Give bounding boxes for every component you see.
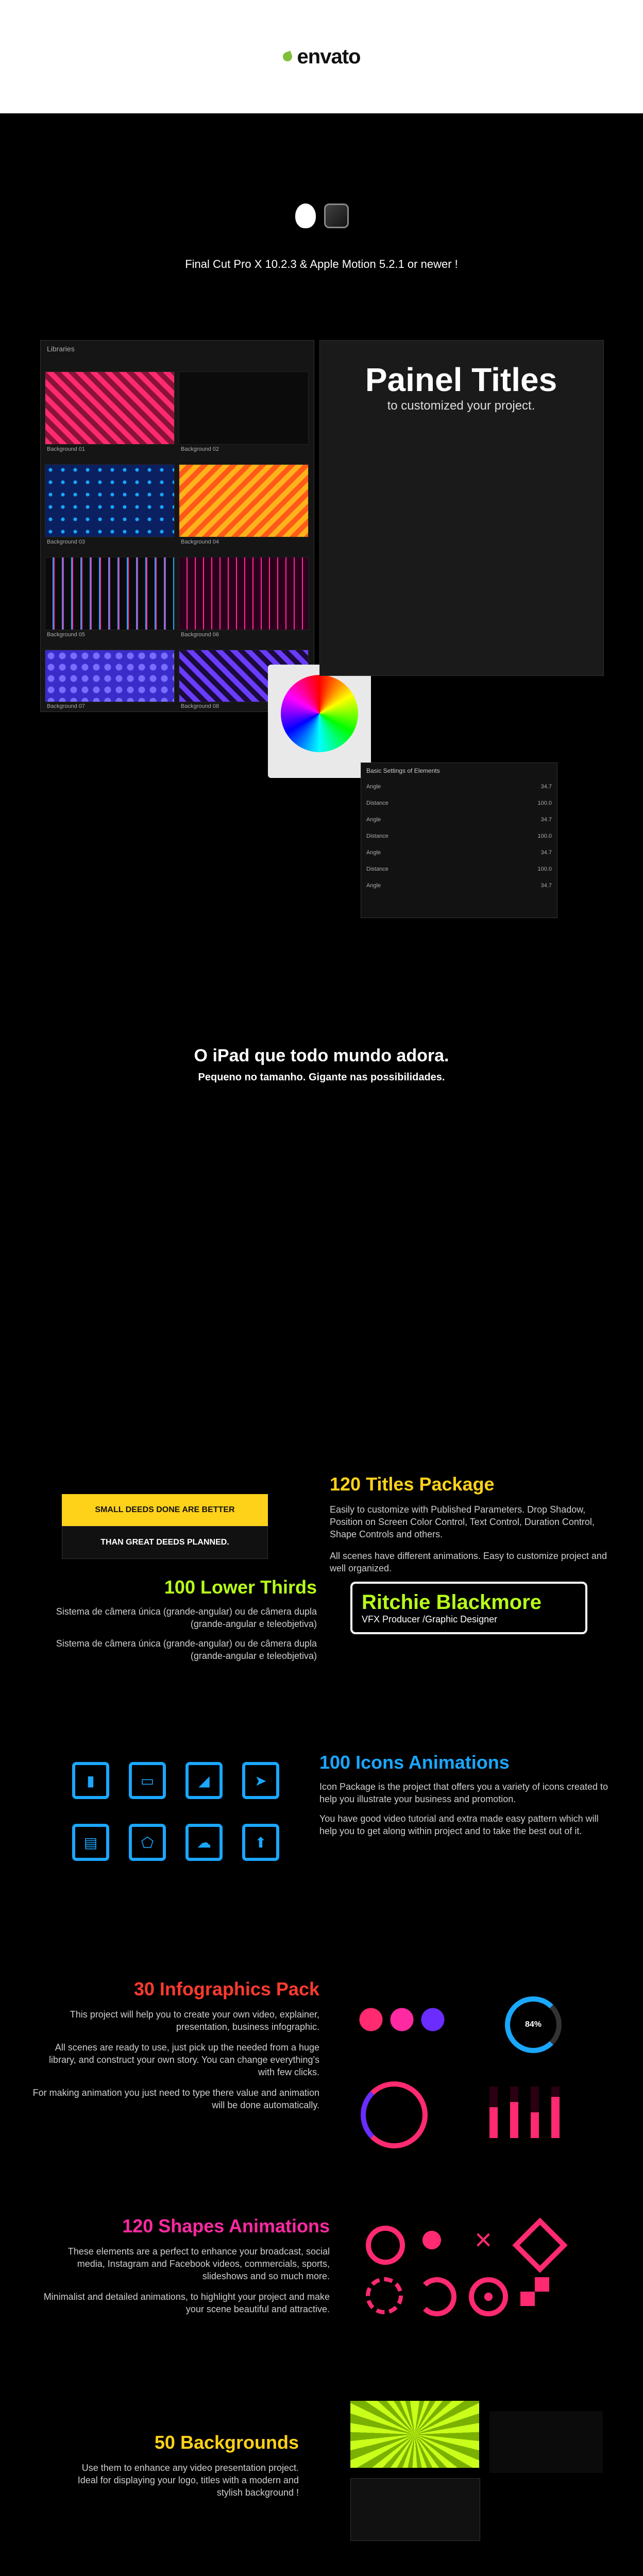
infographics-text1: This project will help you to create your own video, explainer, presentation, business infographic. bbox=[70, 2009, 319, 2032]
tile-label: Background 08 bbox=[181, 703, 219, 709]
tile-label: Background 06 bbox=[181, 632, 219, 638]
background-tile-07[interactable] bbox=[45, 650, 175, 702]
inspector-row[interactable]: Angle 34.7 bbox=[366, 817, 552, 823]
lower-thirds-section bbox=[49, 1577, 317, 1662]
backgrounds-title: 50 Backgrounds bbox=[154, 2432, 299, 2453]
background-tile-06[interactable] bbox=[179, 557, 309, 630]
donut-percent: 84% bbox=[524, 2020, 542, 2029]
pinwheel-shape-icon bbox=[520, 2277, 549, 2306]
tile-label: Background 07 bbox=[47, 703, 85, 709]
color-wheel[interactable] bbox=[281, 675, 358, 752]
tag-icon[interactable]: ⬠ bbox=[129, 1824, 166, 1861]
painel-title: Painel Titles bbox=[365, 361, 557, 398]
dot-shape-icon bbox=[417, 2226, 446, 2255]
shapes-text1: These elements are a perfect to enhance your broadcast, social media, Instagram and Facebook videos, commercials, sports, slideshows and so much more. bbox=[67, 2246, 330, 2281]
background-tile-01[interactable] bbox=[45, 371, 175, 445]
lower-thirds-title: 100 Lower Thirds bbox=[164, 1577, 317, 1598]
library-panel bbox=[40, 340, 314, 712]
target-shape-icon bbox=[469, 2277, 508, 2316]
backgrounds-text: Use them to enhance any video presentation project. Ideal for displaying your logo, titles with a modern and stylish background ! bbox=[77, 2463, 299, 2498]
icons-section bbox=[319, 1752, 608, 1837]
bg-dashes bbox=[350, 2478, 480, 2541]
titles-package-text: Easily to customize with Published Parameters. Drop Shadow, Position on Screen Color Control, Text Control, Duration Control, Shape Controls and others. bbox=[330, 1504, 595, 1539]
infographics-preview bbox=[350, 1989, 593, 2154]
title-sample-box bbox=[62, 1494, 268, 1556]
final-cut-icon bbox=[324, 204, 349, 228]
envato-logo[interactable] bbox=[283, 45, 361, 69]
lower-third-sample bbox=[350, 1582, 587, 1669]
upload-box-icon[interactable]: ⬆ bbox=[242, 1824, 279, 1861]
ipad-title: O iPad que todo mundo adora. bbox=[194, 1046, 449, 1065]
tile-label: Background 05 bbox=[47, 632, 85, 638]
lower-third-frame bbox=[350, 1582, 587, 1634]
icons-text1: Icon Package is the project that offers you a variety of icons created to help you illustrate your business and promotion. bbox=[319, 1782, 608, 1804]
background-tile-04[interactable] bbox=[179, 464, 309, 537]
titles-package-section bbox=[330, 1473, 618, 1574]
ring-shape-icon bbox=[366, 2226, 405, 2265]
dashed-ring-icon bbox=[366, 2277, 403, 2314]
painel-subtitle: to customized your project. bbox=[387, 399, 535, 413]
document-icon[interactable]: ▤ bbox=[72, 1824, 109, 1861]
inspector-panel bbox=[361, 762, 557, 918]
lower-thirds-text1: Sistema de câmera única (grande-angular) ou de câmera dupla (grande-angular e teleobjetiva) bbox=[56, 1606, 317, 1629]
envato-leaf-icon bbox=[281, 50, 293, 62]
shapes-grid bbox=[361, 2221, 587, 2324]
icons-text2: You have good video tutorial and extra made easy pattern which will help you to get along within project and to take the best out of it. bbox=[319, 1814, 599, 1836]
icons-title: 100 Icons Animations bbox=[319, 1752, 510, 1773]
cloud-share-icon[interactable]: ☁ bbox=[185, 1824, 223, 1861]
background-tile-05[interactable] bbox=[45, 557, 175, 630]
tile-label: Background 03 bbox=[47, 539, 85, 545]
inspector-rows bbox=[366, 784, 552, 899]
lower-thirds-text2: Sistema de câmera única (grande-angular) ou de câmera dupla (grande-angular e teleobjetiva) bbox=[56, 1638, 317, 1661]
background-tile-03[interactable] bbox=[45, 464, 175, 537]
diamond-shape-icon bbox=[512, 2217, 567, 2273]
lower-third-name: Ritchie Blackmore bbox=[362, 1591, 542, 1614]
inspector-row[interactable]: Distance 100.0 bbox=[366, 800, 552, 806]
inspector-title: Basic Settings of Elements bbox=[366, 767, 440, 774]
color-picker[interactable] bbox=[268, 665, 371, 778]
send-icon[interactable]: ➤ bbox=[242, 1762, 279, 1799]
tile-label: Background 04 bbox=[181, 539, 219, 545]
megaphone-icon[interactable]: ◢ bbox=[185, 1762, 223, 1799]
lower-third-role: VFX Producer /Graphic Designer bbox=[362, 1614, 498, 1624]
backgrounds-section bbox=[62, 2432, 299, 2499]
infographics-text2: All scenes are ready to use, just pick up the needed from a huge library, and construct your own story. You can change everything's with few clicks. bbox=[48, 2042, 319, 2077]
compatibility-text: Final Cut Pro X 10.2.3 & Apple Motion 5.2.1 or newer ! bbox=[185, 258, 458, 270]
titles-package-title: 120 Titles Package bbox=[330, 1473, 495, 1495]
apple-logo-icon bbox=[295, 204, 316, 228]
loop-chart bbox=[356, 1994, 453, 2045]
x-shape-icon: × bbox=[475, 2223, 492, 2257]
titles-package-text2: All scenes have different animations. Easy to customize project and well organized. bbox=[330, 1551, 607, 1573]
tile-label: Background 02 bbox=[181, 446, 219, 452]
header-bar bbox=[0, 0, 643, 113]
icons-grid bbox=[62, 1757, 278, 1880]
inspector-row[interactable]: Angle 34.7 bbox=[366, 850, 552, 856]
infographics-section bbox=[31, 1978, 319, 2111]
background-tile-02[interactable] bbox=[179, 371, 309, 445]
inspector-row[interactable]: Angle 34.7 bbox=[366, 784, 552, 790]
painel-title-block bbox=[319, 361, 603, 413]
title-sample-bottom: THAN GREAT DEEDS PLANNED. bbox=[62, 1526, 268, 1559]
infographics-text3: For making animation you just need to type there value and animation will be done automatically. bbox=[32, 2088, 319, 2110]
bg-particles bbox=[489, 2411, 603, 2473]
donut-chart bbox=[505, 1996, 562, 2053]
shapes-text2: Minimalist and detailed animations, to highlight your project and make your scene beautiful and attractive. bbox=[43, 2292, 330, 2314]
title-sample-top: SMALL DEEDS DONE ARE BETTER bbox=[62, 1494, 268, 1526]
inspector-row[interactable]: Distance 100.0 bbox=[366, 833, 552, 839]
backgrounds-preview bbox=[350, 2401, 608, 2545]
library-tab[interactable]: Libraries bbox=[47, 345, 75, 353]
app-icons bbox=[278, 204, 366, 234]
shapes-title: 120 Shapes Animations bbox=[122, 2215, 330, 2236]
arc-shape-icon bbox=[417, 2277, 456, 2316]
battery-icon[interactable]: ▭ bbox=[129, 1762, 166, 1799]
bg-sunburst bbox=[350, 2401, 479, 2468]
inspector-row[interactable]: Angle 34.7 bbox=[366, 883, 552, 889]
ipad-subtitle: Pequeno no tamanho. Gigante nas possibilidades. bbox=[198, 1072, 445, 1083]
shapes-section bbox=[41, 2215, 330, 2315]
bar-chart-icon[interactable]: ▮ bbox=[72, 1762, 109, 1799]
inspector-row[interactable]: Distance 100.0 bbox=[366, 866, 552, 872]
infographics-title: 30 Infographics Pack bbox=[133, 1978, 319, 1999]
ring-chart bbox=[361, 2081, 428, 2148]
brand-name: envato bbox=[297, 45, 361, 68]
bar-meter bbox=[489, 2087, 577, 2138]
tile-label: Background 01 bbox=[47, 446, 85, 452]
